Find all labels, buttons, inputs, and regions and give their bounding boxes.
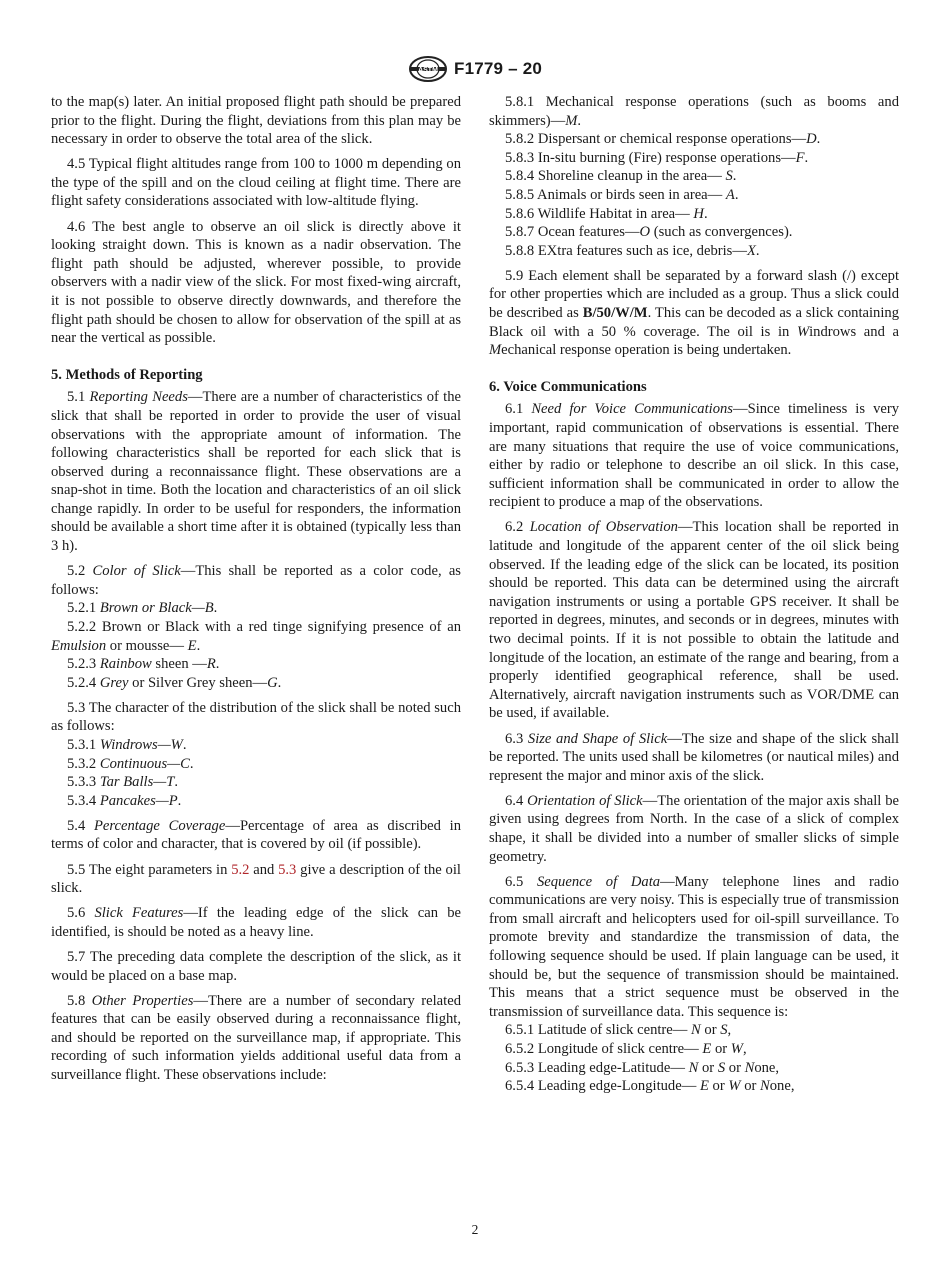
paragraph-6-3: 6.3 Size and Shape of Slick—The size and shape of the slick shall be reported. The units used shall be kilometres (or nautical miles) and represent the major and minor axis of the slick. <box>489 730 900 784</box>
item-5-8-1: 5.8.1 Mechanical response operations (such as booms and skimmers)—M. <box>489 94 899 129</box>
paragraph-5-8: 5.8 Other Properties—There are a number of secondary related features that can be easily observed during a reconnaissance flight, and should be reported on the surveillance map, if appropriate. This recording of such information yields additional useful data from a surveillance flight. These observations include: <box>51 992 461 1083</box>
ref-link-5-2[interactable]: 5.2 <box>231 861 250 878</box>
page-number: 2 <box>471 1222 479 1237</box>
document-id: F1779 – 20 <box>453 59 542 78</box>
item-5-2-2: 5.2.2 Brown or Black with a red tinge signifying presence of an Emulsion or mousse— E. <box>51 618 461 654</box>
item-6-5-2: 6.5.2 Longitude of slick centre— E or W, <box>505 1041 747 1057</box>
item-5-2-3: 5.2.3 Rainbow sheen —R. <box>67 656 220 673</box>
astm-logo-icon <box>408 56 448 82</box>
section-heading-5: 5. Methods of Reporting <box>51 366 203 383</box>
item-5-8-6: 5.8.6 Wildlife Habitat in area— H. <box>505 205 708 222</box>
right-column <box>489 93 899 1096</box>
item-5-3-4: 5.3.4 Pancakes—P. <box>67 792 182 809</box>
item-5-3-1: 5.3.1 Windrows—W. <box>67 737 187 753</box>
paragraph-6-4: 6.4 Orientation of Slick—The orientation of the major axis shall be given using degrees from North. In the case of a slick of complex shape, it shall be divided into a number of smaller slicks of simple geometry. <box>489 792 899 865</box>
item-5-2-4: 5.2.4 Grey or Silver Grey sheen—G. <box>67 674 282 691</box>
paragraph-6-1: 6.1 Need for Voice Communications—Since timeliness is very important, rapid communication of observations is essential. There are many situations that require the use of voice communications, either by radio or telephone to describe an oil slick. In this case, sufficient information shall be communicated in order to allow the recipient to produce a map of the observations. <box>489 401 900 511</box>
left-column <box>51 93 461 1091</box>
item-5-8-3: 5.8.3 In-situ burning (Fire) response operations—F. <box>505 149 809 166</box>
paragraph-5-5: 5.5 The eight parameters in 5.2 and 5.3 give a description of the oil slick. <box>51 861 461 897</box>
paragraph-5-7: 5.7 The preceding data complete the description of the slick, as it would be placed on a base map. <box>51 948 461 984</box>
item-5-8-8: 5.8.8 EXtra features such as ice, debris—X. <box>505 242 760 259</box>
item-5-8-4: 5.8.4 Shoreline cleanup in the area— S. <box>505 168 737 185</box>
paragraph-5-1: 5.1 Reporting Needs—There are a number of characteristics of the slick that shall be reported in order to provide the user of visual observations with the appropriate amount of information. The following characteristics shall be reported for each slick that is observed during a reconnaissance flight. These observations are a snap-shot in time. Both the location and characteristics of an oil slick change rapidly. In order to be useful for responders, the information should be available a short time after it is obtained (typically less than 3 h). <box>51 389 461 555</box>
item-5-8-2: 5.8.2 Dispersant or chemical response operations—D. <box>505 131 821 148</box>
paragraph-5-2: 5.2 Color of Slick—This shall be reported as a color code, as follows: <box>51 563 461 598</box>
paragraph-4-5: 4.5 Typical flight altitudes range from 100 to 1000 m depending on the type of the spill and on the cloud ceiling at flight time. There are flight safety considerations associated with low-altitude flying. <box>51 156 461 210</box>
page-header <box>0 56 950 82</box>
ref-link-5-3[interactable]: 5.3 <box>278 861 297 878</box>
item-5-2-1: 5.2.1 Brown or Black—B. <box>67 600 218 617</box>
paragraph-5-6: 5.6 Slick Features—If the leading edge of the slick can be identified, is should be noted as a heavy line. <box>51 905 461 940</box>
paragraph-5-9: 5.9 Each element shall be separated by a forward slash (/) except for other properties which are included as a group. Thus a slick could be described as B/50/W/M. This can be decoded as a slick containing Black oil with a 50 % coverage. The oil is in Windrows and a Mechanical response operation is being undertaken. <box>489 267 899 359</box>
item-5-8-7: 5.8.7 Ocean features—O (such as convergences). <box>505 224 793 241</box>
svg-text:ASTM: ASTM <box>418 67 438 74</box>
item-6-5-3: 6.5.3 Leading edge-Latitude— N or S or None, <box>505 1059 780 1076</box>
paragraph-5-3: 5.3 The character of the distribution of the slick shall be noted such as follows: <box>51 699 461 735</box>
paragraph-4-6: 4.6 The best angle to observe an oil slick is directly above it looking straight down. This is known as a nadir observation. The flight path should be adjusted, wherever possible, to provide observers with a nadir view of the slick. For most fixed-wing aircraft, it is not possible to observe directly downwards, and therefore the flight path should be chosen to allow for observation of the spill at as near the vertical as possible. <box>51 218 461 347</box>
paragraph-6-2: 6.2 Location of Observation—This location shall be reported in latitude and longitude of the apparent center of the oil slick being observed. If the leading edge of the slick can be located, its position should be reported. This data can be determined using the aircraft navigation instruments or using a portable GPS receiver. It shall be reported in degrees, minutes, and seconds or in degrees, minutes with two decimal points. If it is not possible to obtain the latitude and longitude of the location, an estimate of the range and bearing, from a properly identified geographical reference, shall be used. Alternatively, aircraft navigation instruments such as VOR/DME can be used, if available. <box>489 519 899 722</box>
section-heading-6: 6. Voice Communications <box>489 378 647 395</box>
item-6-5-4: 6.5.4 Leading edge-Longitude— E or W or None, <box>505 1078 795 1095</box>
item-5-3-2: 5.3.2 Continuous—C. <box>67 755 194 772</box>
item-5-8-5: 5.8.5 Animals or birds seen in area— A. <box>505 186 739 203</box>
paragraph-6-5: 6.5 Sequence of Data—Many telephone lines and radio communications are very noisy. This is especially true of transmission from small aircraft and helicopters used for oil-spill surveillance. To promote brevity and standardize the transmission of data, the following sequence should be used. If plain language can be used, it should be, but the sequence of transmission should be maintained. This means that a strict sequence must be observed in the transmission of surveillance data. This sequence is: <box>489 873 899 1020</box>
item-6-5-1: 6.5.1 Latitude of slick centre— N or S, <box>505 1022 732 1039</box>
paragraph-5-4: 5.4 Percentage Coverage—Percentage of area as discribed in terms of color and character, that is covered by oil (if possible). <box>51 817 461 853</box>
paragraph-continuation: to the map(s) later. An initial proposed flight path should be prepared prior to the flight. During the flight, deviations from this plan may be necessary in order to observe the total area of the slick. <box>51 94 461 148</box>
item-5-3-3: 5.3.3 Tar Balls—T. <box>67 774 178 791</box>
